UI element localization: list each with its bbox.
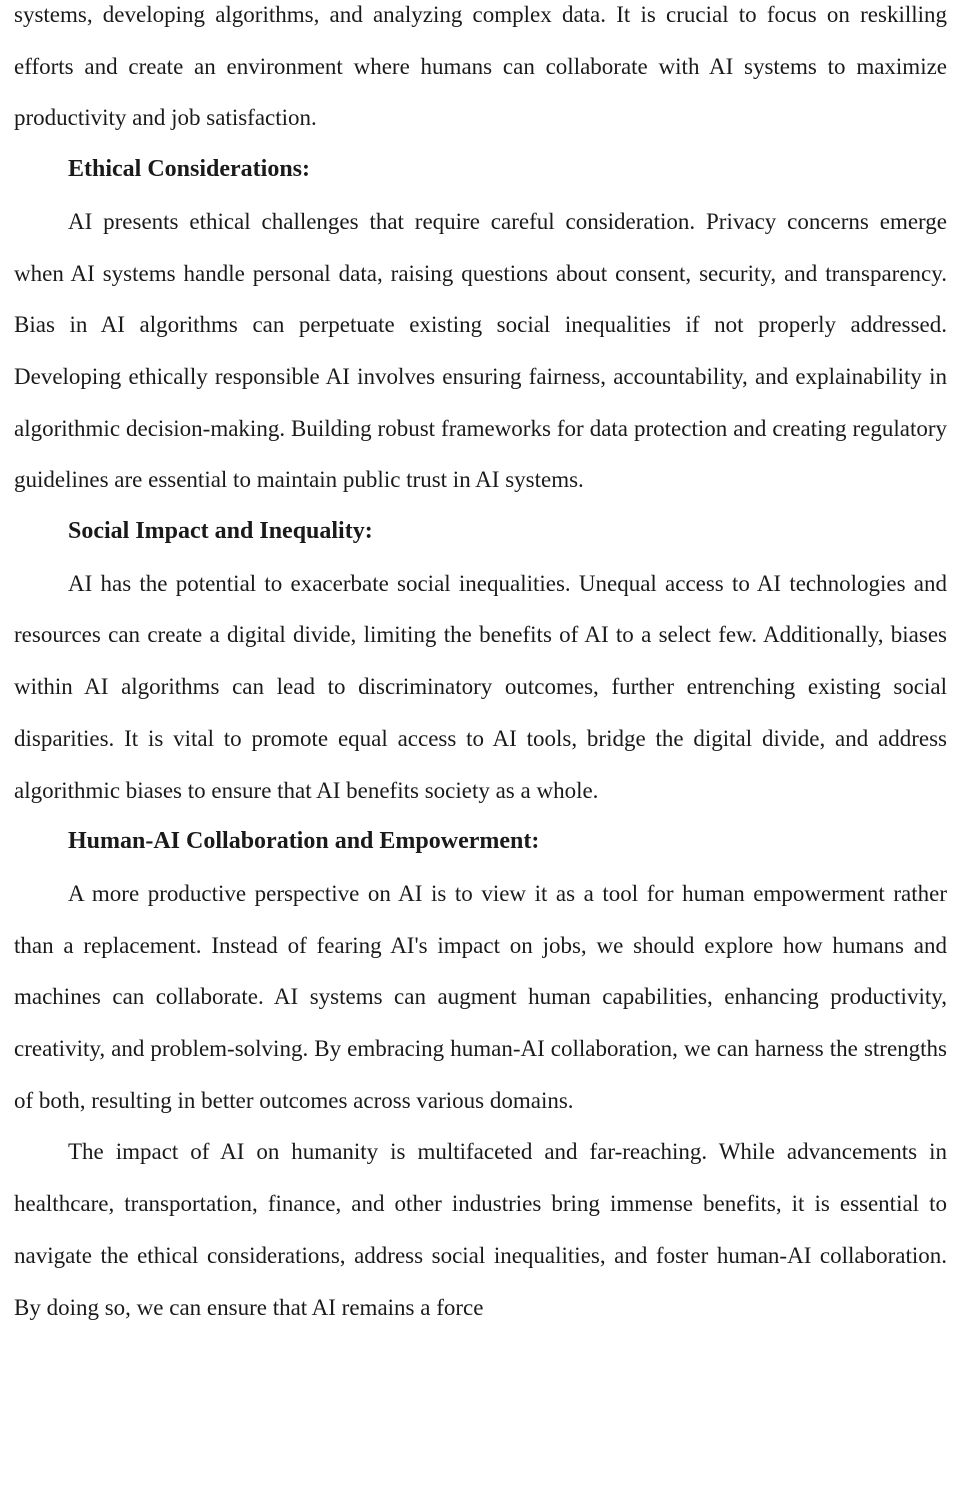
document-page [14, 0, 947, 1333]
paragraph-conclusion: The impact of AI on humanity is multifaceted and far-reaching. While advancements in healthcare, transportation, finance, and other industries bring immense benefits, it is essential to navigate the ethical considerations, address social inequalities, and foster human-AI collaboration. By doing so, we can ensure that AI remains a force [14, 1139, 947, 1320]
paragraph-continuation: systems, developing algorithms, and analyzing complex data. It is crucial to focus on reskilling efforts and create an environment where humans can collaborate with AI systems to maximize productivity and job satisfaction. [14, 2, 947, 131]
paragraph-human-ai-collaboration: A more productive perspective on AI is to view it as a tool for human empowerment rather than a replacement. Instead of fearing AI's impact on jobs, we should explore how humans and machines can collaborate. AI systems can augment human capabilities, enhancing productivity, creativity, and problem-solving. By embracing human-AI collaboration, we can harness the strengths of both, resulting in better outcomes across various domains. [14, 880, 947, 1113]
paragraph-social-impact: AI has the potential to exacerbate social inequalities. Unequal access to AI technologies and resources can create a digital divide, limiting the benefits of AI to a select few. Additionally, biases within AI algorithms can lead to discriminatory outcomes, further entrenching existing social disparities. It is vital to promote equal access to AI tools, bridge the digital divide, and address algorithmic biases to ensure that AI benefits society as a whole. [14, 570, 947, 803]
paragraph-ethical-considerations: AI presents ethical challenges that require careful consideration. Privacy concerns emerge when AI systems handle personal data, raising questions about consent, security, and transparency. Bias in AI algorithms can perpetuate existing social inequalities if not properly addressed. Developing ethically responsible AI involves ensuring fairness, accountability, and explainability in algorithmic decision-making. Building robust frameworks for data protection and creating regulatory guidelines are essential to maintain public trust in AI systems. [14, 208, 947, 493]
heading-human-ai-collaboration: Human-AI Collaboration and Empowerment: [68, 828, 540, 855]
heading-ethical-considerations: Ethical Considerations: [68, 156, 311, 183]
heading-social-impact: Social Impact and Inequality: [68, 518, 373, 545]
